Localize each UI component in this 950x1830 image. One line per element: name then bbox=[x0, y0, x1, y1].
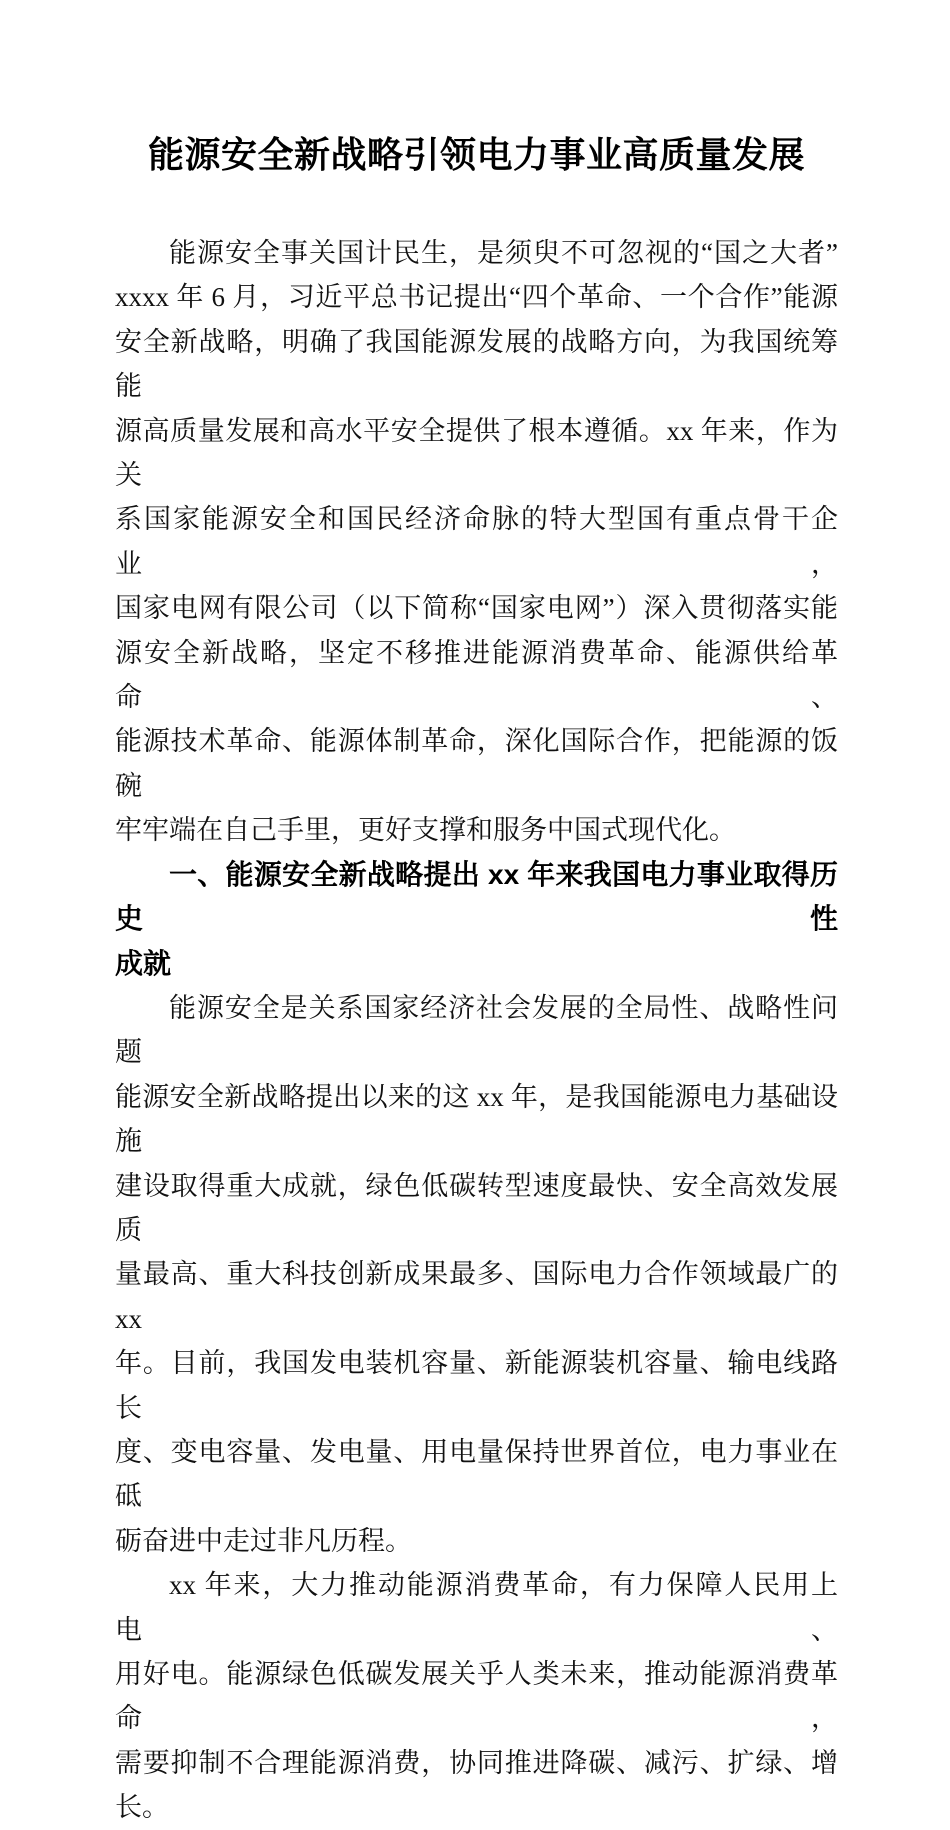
text-line: 度、变电容量、发电量、用电量保持世界首位，电力事业在砥 bbox=[115, 1436, 838, 1512]
text-line: 砺奋进中走过非凡历程。 bbox=[115, 1525, 412, 1556]
text-line: xxxx 年 6 月，习近平总书记提出“四个革命、一个合作”能源 bbox=[115, 282, 838, 313]
text-line: 能源安全新战略提出以来的这 xx 年，是我国能源电力基础设施 bbox=[115, 1081, 838, 1157]
text-line: 能源安全事关国计民生，是须臾不可忽视的“国之大者” bbox=[169, 238, 838, 268]
text-line: 用好电。能源绿色低碳发展关乎人类未来，推动能源消费革命， bbox=[115, 1659, 838, 1734]
paragraph-1 bbox=[115, 231, 838, 853]
heading-line: 成就 bbox=[115, 947, 172, 979]
text-line: 能源安全是关系国家经济社会发展的全局性、战略性问题 bbox=[115, 992, 838, 1068]
text-line: 安全新战略，明确了我国能源发展的战略方向，为我国统筹能 bbox=[115, 326, 838, 402]
text-line: xx 年来，大力推动能源消费革命，有力保障人民用上电、 bbox=[115, 1570, 838, 1645]
paragraph-3 bbox=[115, 1563, 838, 1829]
section-heading-1 bbox=[115, 853, 838, 986]
text-line: 年。目前，我国发电装机容量、新能源装机容量、输电线路长 bbox=[115, 1348, 838, 1423]
text-line: 量最高、重大科技创新成果最多、国际电力合作领域最广的 xx bbox=[115, 1259, 838, 1334]
text-line: 牢牢端在自己手里，更好支撑和服务中国式现代化。 bbox=[115, 815, 736, 846]
text-line: 系国家能源安全和国民经济命脉的特大型国有重点骨干企业， bbox=[115, 504, 838, 579]
text-line: 源高质量发展和高水平安全提供了根本遵循。xx 年来，作为关 bbox=[115, 415, 838, 491]
text-line: 建设取得重大成就，绿色低碳转型速度最快、安全高效发展质 bbox=[115, 1170, 838, 1245]
paragraph-2 bbox=[115, 986, 838, 1563]
heading-line: 一、能源安全新战略提出 xx 年来我国电力事业取得历史性 bbox=[115, 858, 838, 935]
text-line: 源安全新战略，坚定不移推进能源消费革命、能源供给革命、 bbox=[115, 637, 838, 713]
document-title: 能源安全新战略引领电力事业高质量发展 bbox=[147, 135, 805, 175]
text-line: 国家电网有限公司（以下简称“国家电网”）深入贯彻落实能 bbox=[115, 593, 838, 624]
text-line: 需要抑制不合理能源消费，协同推进降碳、减污、扩绿、增长。 bbox=[115, 1747, 838, 1823]
text-line: 能源技术革命、能源体制革命，深化国际合作，把能源的饭碗 bbox=[115, 726, 838, 801]
